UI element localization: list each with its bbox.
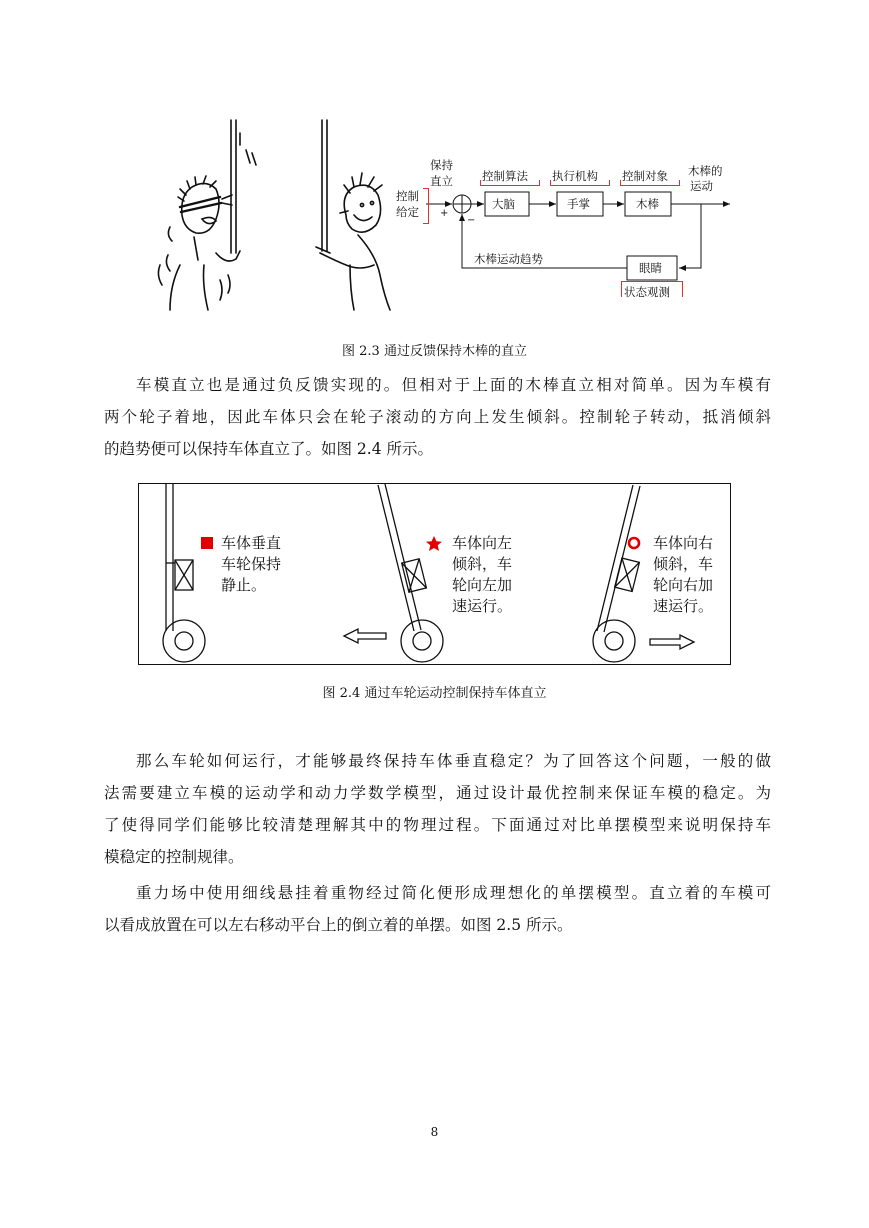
actuator-label: 执行机构: [552, 169, 598, 183]
star-marker: [426, 536, 442, 551]
panel-right-line-3: 轮向右加: [653, 576, 714, 594]
feedback-label: 木棒运动趋势: [474, 252, 543, 266]
paragraph-3: [104, 877, 771, 941]
right-arrow: [650, 635, 694, 649]
keep-label-2: 直立: [430, 174, 453, 188]
page-number: 8: [430, 1125, 439, 1139]
object-label: 控制对象: [622, 169, 668, 183]
right-car-wheel-outer: [593, 620, 635, 662]
plus-sign: +: [440, 208, 449, 219]
output-label: [688, 164, 723, 194]
algo-bracket: [480, 180, 540, 186]
paragraph-1: [104, 369, 771, 465]
figure-2-3-caption: 图 2.3 通过反馈保持木棒的直立: [342, 344, 527, 359]
panel-left-line-3: 轮向左加: [452, 576, 513, 594]
paragraph-2-line-4: 模稳定的控制规律。: [104, 848, 244, 866]
figure-2-4-caption: 图 2.4 通过车轮运动控制保持车体直立: [322, 686, 547, 701]
upright-car-wheel-inner: [175, 632, 193, 650]
left-arrow: [344, 629, 386, 643]
input-label-1: 控制: [396, 189, 419, 203]
algo-label: 控制算法: [482, 169, 528, 183]
panel-upright-line-3: 静止。: [221, 576, 267, 594]
figure-2-3-illustration: [140, 115, 430, 315]
paragraph-2-line-2: 法需要建立车模的运动学和动力学数学模型，通过设计最优控制来保证车模的稳定。为: [104, 784, 771, 802]
panel-right-text: [653, 533, 733, 617]
panel-left-line-4: 速运行。: [452, 597, 513, 615]
panel-left-text: [452, 533, 532, 617]
panel-left-line-2: 倾斜，车: [452, 555, 513, 573]
paragraph-1-line-3: 的趋势便可以保持车体直立了。如图 2.4 所示。: [104, 440, 434, 458]
left-car-body: [378, 484, 426, 631]
panel-right-line-4: 速运行。: [653, 597, 714, 615]
panel-right-line-2: 倾斜，车: [653, 555, 714, 573]
paragraph-2: [104, 745, 771, 873]
paragraph-3-line-2: 以看成放置在可以左右移动平台上的倒立着的单摆。如图 2.5 所示。: [104, 916, 573, 934]
actuator-bracket: [550, 180, 610, 186]
stick-box-label: 木棒: [636, 197, 659, 211]
output-label-1: 木棒的: [688, 164, 723, 178]
observe-bracket: [621, 281, 683, 297]
square-marker: [201, 537, 213, 549]
keep-label: [430, 157, 453, 189]
output-label-2: 运动: [690, 179, 713, 193]
panel-upright-text: [221, 533, 301, 596]
panel-left-line-1: 车体向左: [452, 534, 513, 552]
object-bracket: [620, 180, 680, 186]
upright-car-wheel-outer: [163, 620, 205, 662]
paragraph-1-line-2: 两个轮子着地，因此车体只会在轮子滚动的方向上发生倾斜。控制轮子转动，抵消倾斜: [104, 408, 771, 426]
panel-upright-line-1: 车体垂直: [221, 534, 282, 552]
ring-marker: [629, 538, 639, 548]
eye-box-label: 眼睛: [639, 261, 662, 275]
panel-right-line-1: 车体向右: [653, 534, 714, 552]
paragraph-2-line-3: 了使得同学们能够比较清楚理解其中的物理过程。下面通过对比单摆模型来说明保持车: [104, 816, 771, 834]
input-bracket: [423, 188, 429, 224]
panel-upright-line-2: 车轮保持: [221, 555, 282, 573]
left-car-wheel-outer: [401, 620, 443, 662]
paragraph-2-line-1: 那么车轮如何运行，才能够最终保持车体垂直稳定？为了回答这个问题，一般的做: [136, 752, 771, 770]
paragraph-3-line-1: 重力场中使用细线悬挂着重物经过简化便形成理想化的单摆模型。直立着的车模可: [136, 884, 771, 902]
hand-box-label: 手掌: [567, 197, 590, 211]
observe-label: 状态观测: [624, 285, 670, 299]
input-label-2: 给定: [396, 205, 419, 219]
input-label: [396, 188, 419, 220]
right-car-body: [597, 485, 640, 632]
keep-label-1: 保持: [430, 158, 453, 172]
paragraph-1-line-1: 车模直立也是通过负反馈实现的。但相对于上面的木棒直立相对简单。因为车模有: [136, 376, 771, 394]
brain-box-label: 大脑: [492, 197, 515, 211]
left-car-wheel-inner: [413, 632, 431, 650]
right-car-wheel-inner: [605, 632, 623, 650]
minus-sign: −: [467, 215, 476, 226]
upright-car-body: [166, 483, 193, 631]
